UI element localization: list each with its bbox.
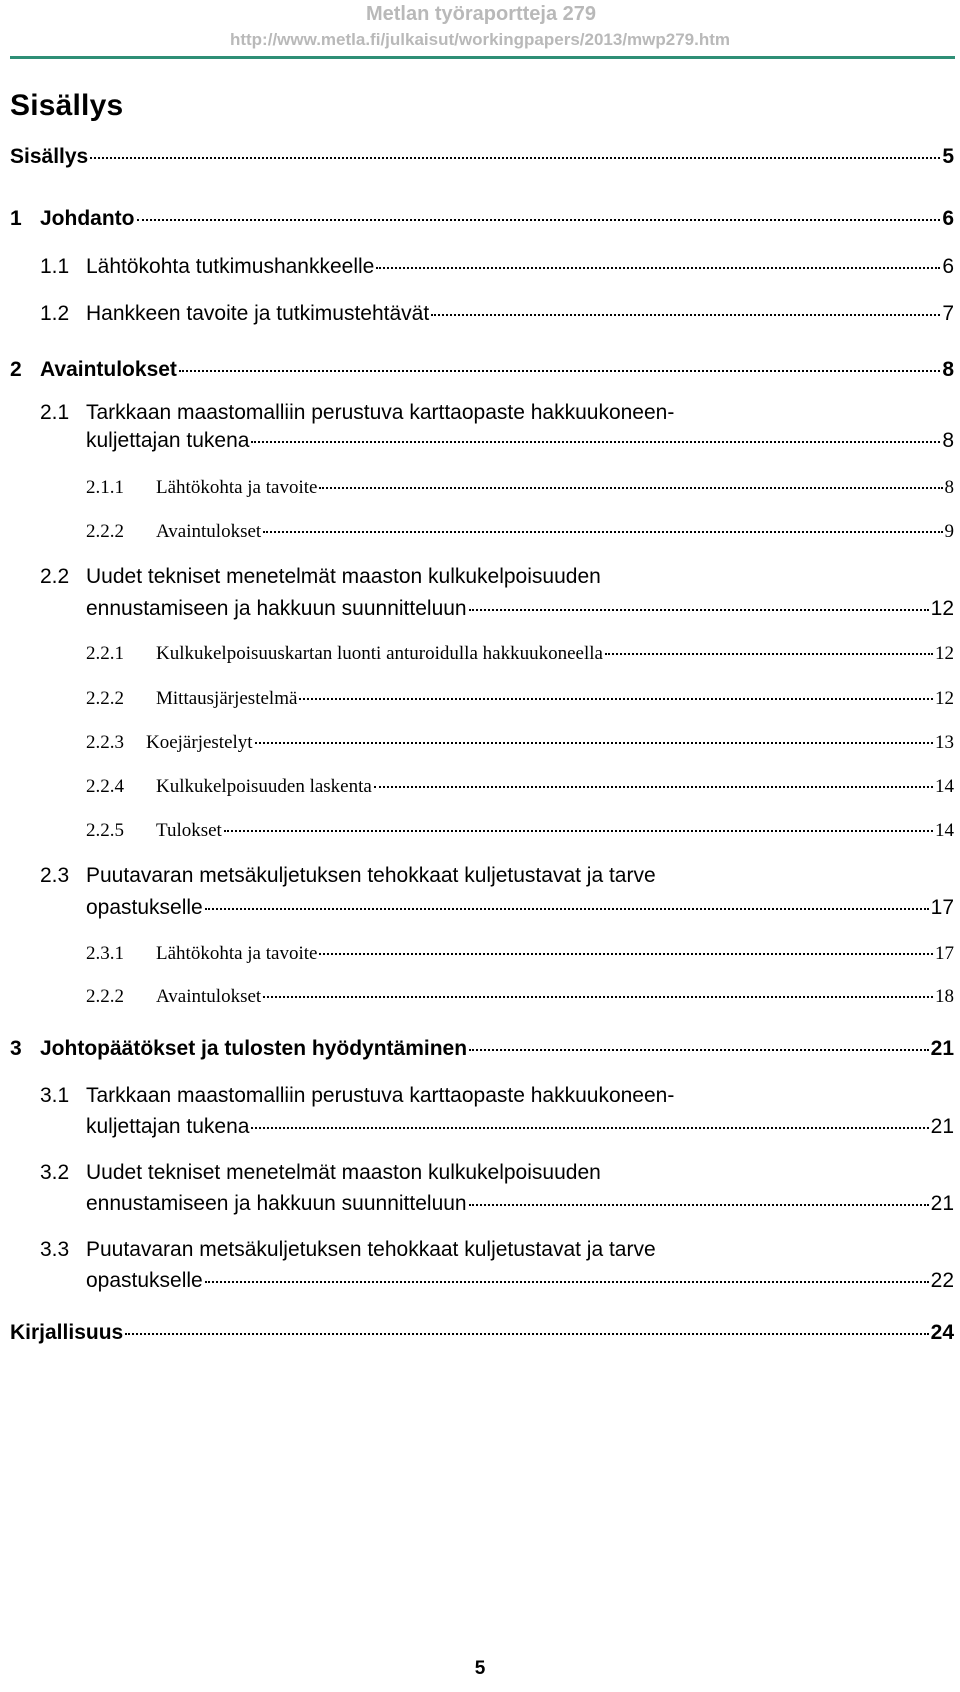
toc-label-continued: opastukselle	[86, 1269, 203, 1292]
publication-url: http://www.metla.fi/julkaisut/workingpapers/2013/mwp279.htm	[229, 30, 731, 49]
toc-page: 21	[930, 1192, 954, 1215]
toc-label: Kirjallisuus	[10, 1321, 124, 1344]
dot-leader	[205, 908, 929, 910]
dot-leader	[251, 1127, 928, 1129]
toc-page: 8	[944, 477, 954, 498]
dot-leader	[374, 786, 933, 788]
dot-leader	[205, 1281, 929, 1283]
dot-leader	[263, 531, 942, 533]
toc-number: 3.2	[40, 1161, 70, 1184]
page-number: 5	[474, 1658, 486, 1679]
toc-label: Mittausjärjestelmä	[156, 688, 298, 709]
toc-page: 14	[935, 776, 954, 797]
toc-number: 2.2.5	[86, 820, 124, 841]
toc-number: 2.2.1	[86, 643, 124, 664]
toc-page: 17	[930, 896, 954, 919]
dot-leader	[319, 487, 942, 489]
toc-label-continued: opastukselle	[86, 896, 203, 919]
dot-leader	[224, 830, 933, 832]
toc-number: 2	[10, 358, 22, 381]
header-rule	[10, 56, 955, 59]
toc-number: 2.2.3	[86, 732, 124, 753]
toc-number: 2.2.2	[86, 986, 124, 1007]
toc-number: 2.2.2	[86, 521, 124, 542]
toc-number: 1.2	[40, 302, 70, 325]
toc-label: Tarkkaan maastomalliin perustuva karttaopaste hakkuukoneen-	[86, 1084, 675, 1107]
toc-number: 2.3	[40, 864, 70, 887]
toc-label-continued: ennustamiseen ja hakkuun suunnitteluun	[86, 597, 467, 620]
toc-page: 17	[935, 943, 954, 964]
toc-label: Uudet tekniset menetelmät maaston kulkukelpoisuuden	[86, 1161, 601, 1184]
dot-leader	[263, 996, 933, 998]
toc-label: Avaintulokset	[40, 358, 177, 381]
dot-leader	[469, 1204, 929, 1206]
dot-leader	[251, 441, 940, 443]
toc-page: 12	[935, 688, 954, 709]
toc-label: Johtopäätökset ja tulosten hyödyntäminen	[40, 1037, 468, 1060]
toc-number: 2.1	[40, 401, 70, 424]
series-title: Metlan työraportteja 279	[365, 3, 597, 25]
dot-leader	[255, 742, 933, 744]
toc-page: 9	[944, 521, 954, 542]
toc-number: 3	[10, 1037, 22, 1060]
toc-number: 2.2.2	[86, 688, 124, 709]
toc-page: 13	[935, 732, 954, 753]
toc-number: 2.3.1	[86, 943, 124, 964]
toc-page: 18	[935, 986, 954, 1007]
toc-number: 2.1.1	[86, 477, 124, 498]
running-header	[0, 0, 960, 56]
toc-label-continued: kuljettajan tukena	[86, 429, 250, 452]
toc-number: 2.2	[40, 565, 70, 588]
toc-page: 6	[942, 207, 954, 230]
toc-label: Puutavaran metsäkuljetuksen tehokkaat kuljetustavat ja tarve	[86, 1238, 656, 1261]
dot-leader	[319, 953, 933, 955]
toc-label: Sisällys	[10, 145, 89, 168]
dot-leader	[179, 370, 940, 372]
dot-leader	[605, 653, 933, 655]
toc-number: 2.2.4	[86, 776, 124, 797]
dot-leader	[469, 609, 929, 611]
toc-page: 7	[942, 302, 954, 325]
toc-label: Johdanto	[40, 207, 135, 230]
page-title: Sisällys	[10, 89, 124, 122]
toc-page: 21	[930, 1037, 954, 1060]
dot-leader	[90, 157, 940, 159]
toc-page: 8	[942, 358, 954, 381]
toc-number: 1.1	[40, 255, 70, 278]
toc-label: Avaintulokset	[156, 986, 262, 1007]
toc-label: Avaintulokset	[156, 521, 262, 542]
toc-page: 8	[942, 429, 954, 452]
toc-page: 24	[930, 1321, 954, 1344]
toc-label-continued: kuljettajan tukena	[86, 1115, 250, 1138]
dot-leader	[376, 267, 940, 269]
toc-label: Hankkeen tavoite ja tutkimustehtävät	[86, 302, 430, 325]
toc-page: 21	[930, 1115, 954, 1138]
toc-number: 1	[10, 207, 22, 230]
dot-leader	[299, 698, 933, 700]
toc-label: Lähtökohta ja tavoite	[156, 477, 318, 498]
dot-leader	[125, 1333, 928, 1335]
toc-label: Puutavaran metsäkuljetuksen tehokkaat kuljetustavat ja tarve	[86, 864, 656, 887]
toc-label: Kulkukelpoisuuskartan luonti anturoidulla hakkuukoneella	[156, 643, 603, 664]
toc-page: 6	[942, 255, 954, 278]
dot-leader	[469, 1049, 929, 1051]
toc-label: Tarkkaan maastomalliin perustuva karttaopaste hakkuukoneen-	[86, 401, 675, 424]
toc-page: 12	[935, 643, 954, 664]
toc-label: Koejärjestelyt	[146, 732, 253, 753]
toc-page: 22	[930, 1269, 954, 1292]
toc-label-continued: ennustamiseen ja hakkuun suunnitteluun	[86, 1192, 467, 1215]
toc-label: Tulokset	[156, 820, 222, 841]
toc-number: 3.3	[40, 1238, 70, 1261]
toc-number: 3.1	[40, 1084, 70, 1107]
toc-label: Kulkukelpoisuuden laskenta	[156, 776, 372, 797]
toc-page: 5	[942, 145, 954, 168]
toc-label: Lähtökohta ja tavoite	[156, 943, 318, 964]
dot-leader	[137, 219, 941, 221]
toc-page: 14	[935, 820, 954, 841]
toc-page: 12	[930, 597, 954, 620]
toc-label: Uudet tekniset menetelmät maaston kulkukelpoisuuden	[86, 565, 601, 588]
toc-label: Lähtökohta tutkimushankkeelle	[86, 255, 375, 278]
dot-leader	[431, 314, 940, 316]
